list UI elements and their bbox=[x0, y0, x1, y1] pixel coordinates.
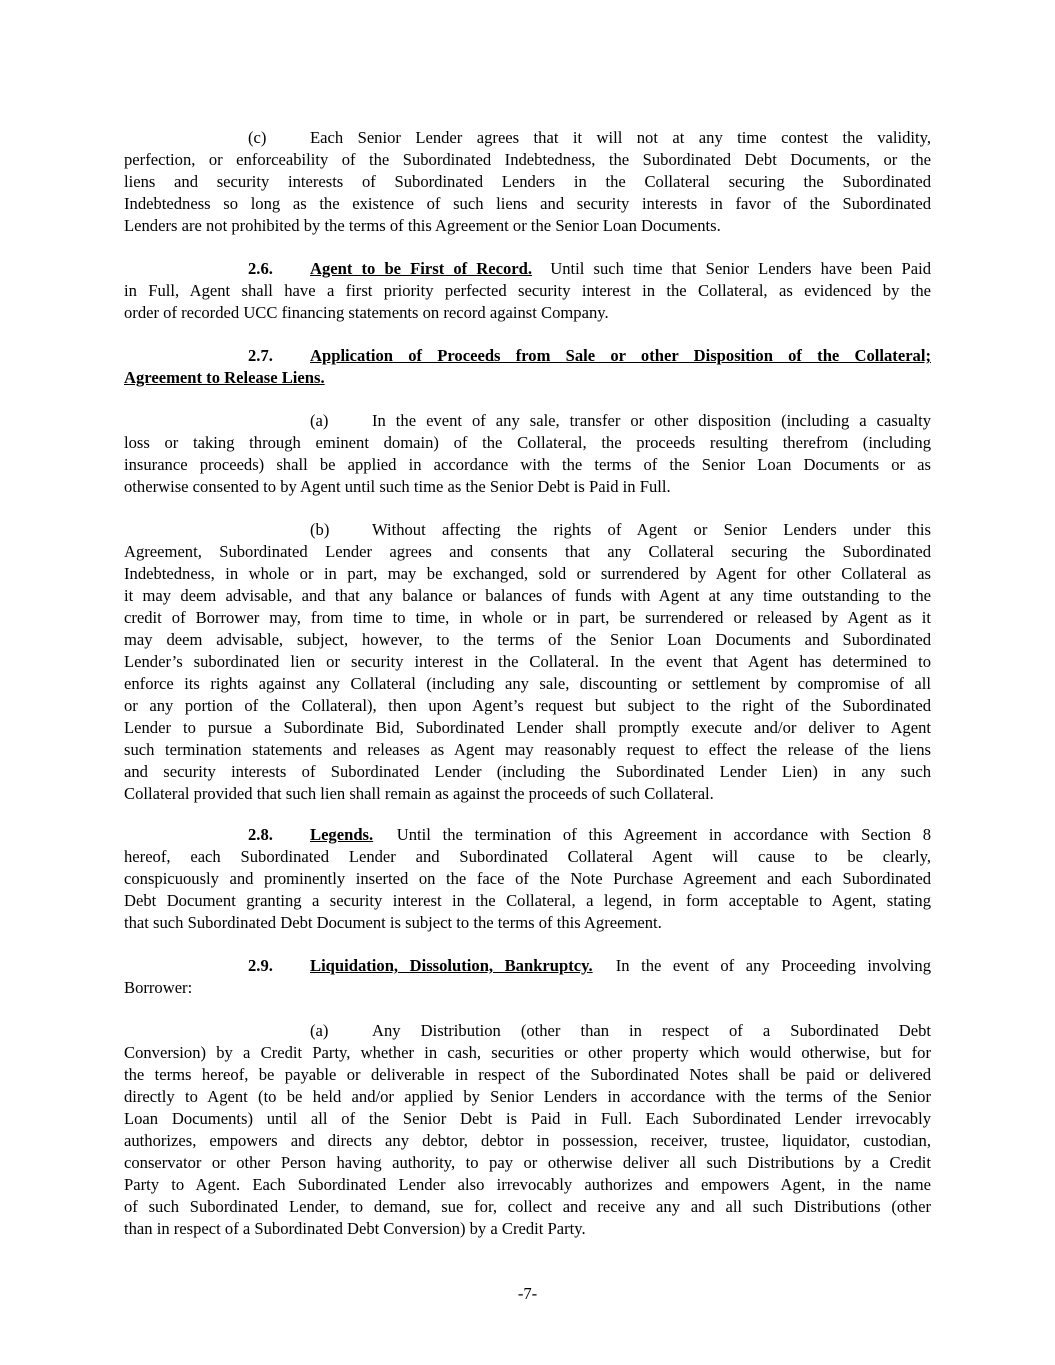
text-line: Lenders are not prohibited by the terms of this Agreement or the Senior Loan Documents. bbox=[124, 216, 721, 235]
text-line: of such Subordinated Lender, to demand, sue for, collect and receive any and all such Distributions (other bbox=[124, 1197, 931, 1216]
section-heading: Liquidation, Dissolution, Bankruptcy. bbox=[310, 956, 593, 975]
text-line: the terms hereof, be payable or deliverable in respect of the Subordinated Notes shall be paid or delivered bbox=[124, 1065, 931, 1084]
text-line: enforce its rights against any Collateral (including any sale, discounting or settlement by compromise of all bbox=[124, 674, 931, 693]
text-line: perfection, or enforceability of the Subordinated Indebtedness, the Subordinated Debt Documents, or the bbox=[124, 150, 931, 169]
text-line: order of recorded UCC financing statements on record against Company. bbox=[124, 303, 609, 322]
text-line: Lender’s subordinated lien or security interest in the Collateral. In the event that Agent has determined to bbox=[124, 652, 931, 671]
clause-label: (a) bbox=[310, 411, 329, 430]
text-line: 2.6. Agent to be First of Record. Until such time that Senior Lenders have been Paid bbox=[248, 259, 931, 278]
text-line: (b) Without affecting the rights of Agent or Senior Lenders under this bbox=[310, 520, 931, 539]
text-line: in Full, Agent shall have a first priority perfected security interest in the Collateral, as evidenced by the bbox=[124, 281, 931, 300]
page-number: -7- bbox=[517, 1284, 538, 1303]
text-line: loss or taking through eminent domain) of the Collateral, the proceeds resulting therefrom (including bbox=[124, 433, 931, 452]
section-number: 2.7. bbox=[248, 346, 273, 365]
section-2-9 bbox=[124, 955, 931, 999]
section-2-6 bbox=[124, 258, 931, 324]
paragraph-2-7-b bbox=[124, 519, 931, 805]
text-line: or any portion of the Collateral), then upon Agent’s request but subject to the right of the Subordinated bbox=[124, 696, 931, 715]
section-heading: Agent to be First of Record. bbox=[310, 259, 533, 278]
text-line bbox=[124, 345, 931, 367]
section-number: 2.9. bbox=[248, 956, 273, 975]
text-line: insurance proceeds) shall be applied in accordance with the terms of the Senior Loan Documents or as bbox=[124, 455, 931, 474]
section-number: 2.6. bbox=[248, 259, 273, 278]
section-2-8 bbox=[124, 824, 931, 934]
text-line: it may deem advisable, and that any balance or balances of funds with Agent at any time outstanding to the bbox=[124, 586, 931, 605]
text-line: 2.8. Legends. Until the termination of this Agreement in accordance with Section 8 bbox=[248, 825, 932, 844]
text-line: than in respect of a Subordinated Debt Conversion) by a Credit Party. bbox=[124, 1219, 586, 1238]
text-line: authorizes, empowers and directs any debtor, debtor in possession, receiver, trustee, liquidator, custodian, bbox=[124, 1131, 931, 1150]
text-line: otherwise consented to by Agent until such time as the Senior Debt is Paid in Full. bbox=[124, 477, 671, 496]
section-heading-cont: Agreement to Release Liens. bbox=[124, 368, 325, 387]
text-line: conservator or other Person having authority, to pay or otherwise deliver all such Distributions by a Credit bbox=[124, 1153, 931, 1172]
text-line: (c) Each Senior Lender agrees that it will not at any time contest the validity, bbox=[248, 128, 931, 147]
text-line: Party to Agent. Each Subordinated Lender also irrevocably authorizes and empowers Agent, in the name bbox=[124, 1175, 931, 1194]
text-line: directly to Agent (to be held and/or applied by Senior Lenders in accordance with the terms of the Senior bbox=[124, 1087, 931, 1106]
text-line: such termination statements and releases as Agent may reasonably request to effect the release of the liens bbox=[124, 740, 931, 759]
section-heading: Application of Proceeds from Sale or other Disposition of the Collateral; bbox=[310, 346, 931, 365]
text-line: Conversion) by a Credit Party, whether in cash, securities or other property which would otherwise, but for bbox=[124, 1043, 931, 1062]
text-line: may deem advisable, subject, however, to the terms of the Senior Loan Documents and Subordinated bbox=[124, 630, 931, 649]
text-line: Lender to pursue a Subordinate Bid, Subordinated Lender shall promptly execute and/or deliver to Agent bbox=[124, 718, 931, 737]
text-line: (a) In the event of any sale, transfer or other disposition (including a casualty bbox=[310, 411, 931, 430]
text-line: hereof, each Subordinated Lender and Subordinated Collateral Agent will cause to be clearly, bbox=[124, 847, 931, 866]
text-line bbox=[124, 367, 931, 389]
text-line: conspicuously and prominently inserted on the face of the Note Purchase Agreement and each Subordinated bbox=[124, 869, 931, 888]
paragraph-2-5-c bbox=[124, 127, 931, 237]
text-line: Debt Document granting a security interest in the Collateral, a legend, in form acceptable to Agent, stating bbox=[124, 891, 931, 910]
text-line: Indebtedness so long as the existence of such liens and security interests in favor of the Subordinated bbox=[124, 194, 931, 213]
text-line: that such Subordinated Debt Document is subject to the terms of this Agreement. bbox=[124, 913, 662, 932]
paragraph-2-9-a bbox=[124, 1020, 931, 1240]
clause-label: (b) bbox=[310, 520, 330, 539]
text-line: Agreement, Subordinated Lender agrees and consents that any Collateral securing the Subordinated bbox=[124, 542, 931, 561]
text-line: Indebtedness, in whole or in part, may be exchanged, sold or surrendered by Agent for other Collateral as bbox=[124, 564, 931, 583]
text-line: Collateral provided that such lien shall remain as against the proceeds of such Collateral. bbox=[124, 784, 714, 803]
text-line: liens and security interests of Subordinated Lenders in the Collateral securing the Subordinated bbox=[124, 172, 931, 191]
text-line: (a) Any Distribution (other than in respect of a Subordinated Debt bbox=[310, 1021, 931, 1040]
text-line: 2.9. Liquidation, Dissolution, Bankruptcy. In the event of any Proceeding involving bbox=[248, 956, 931, 975]
text-line: and security interests of Subordinated Lender (including the Subordinated Lender Lien) in any such bbox=[124, 762, 931, 781]
clause-label: (a) bbox=[310, 1021, 329, 1040]
clause-label: (c) bbox=[248, 128, 267, 147]
section-number: 2.8. bbox=[248, 825, 273, 844]
section-2-7-heading bbox=[124, 345, 931, 389]
text-line: Borrower: bbox=[124, 978, 193, 997]
paragraph-2-7-a bbox=[124, 410, 931, 498]
text-line: credit of Borrower may, from time to time, in whole or in part, be surrendered or released by Agent as it bbox=[124, 608, 931, 627]
text-line: Loan Documents) until all of the Senior Debt is Paid in Full. Each Subordinated Lender irrevocably bbox=[124, 1109, 931, 1128]
section-heading: Legends. bbox=[310, 825, 374, 844]
